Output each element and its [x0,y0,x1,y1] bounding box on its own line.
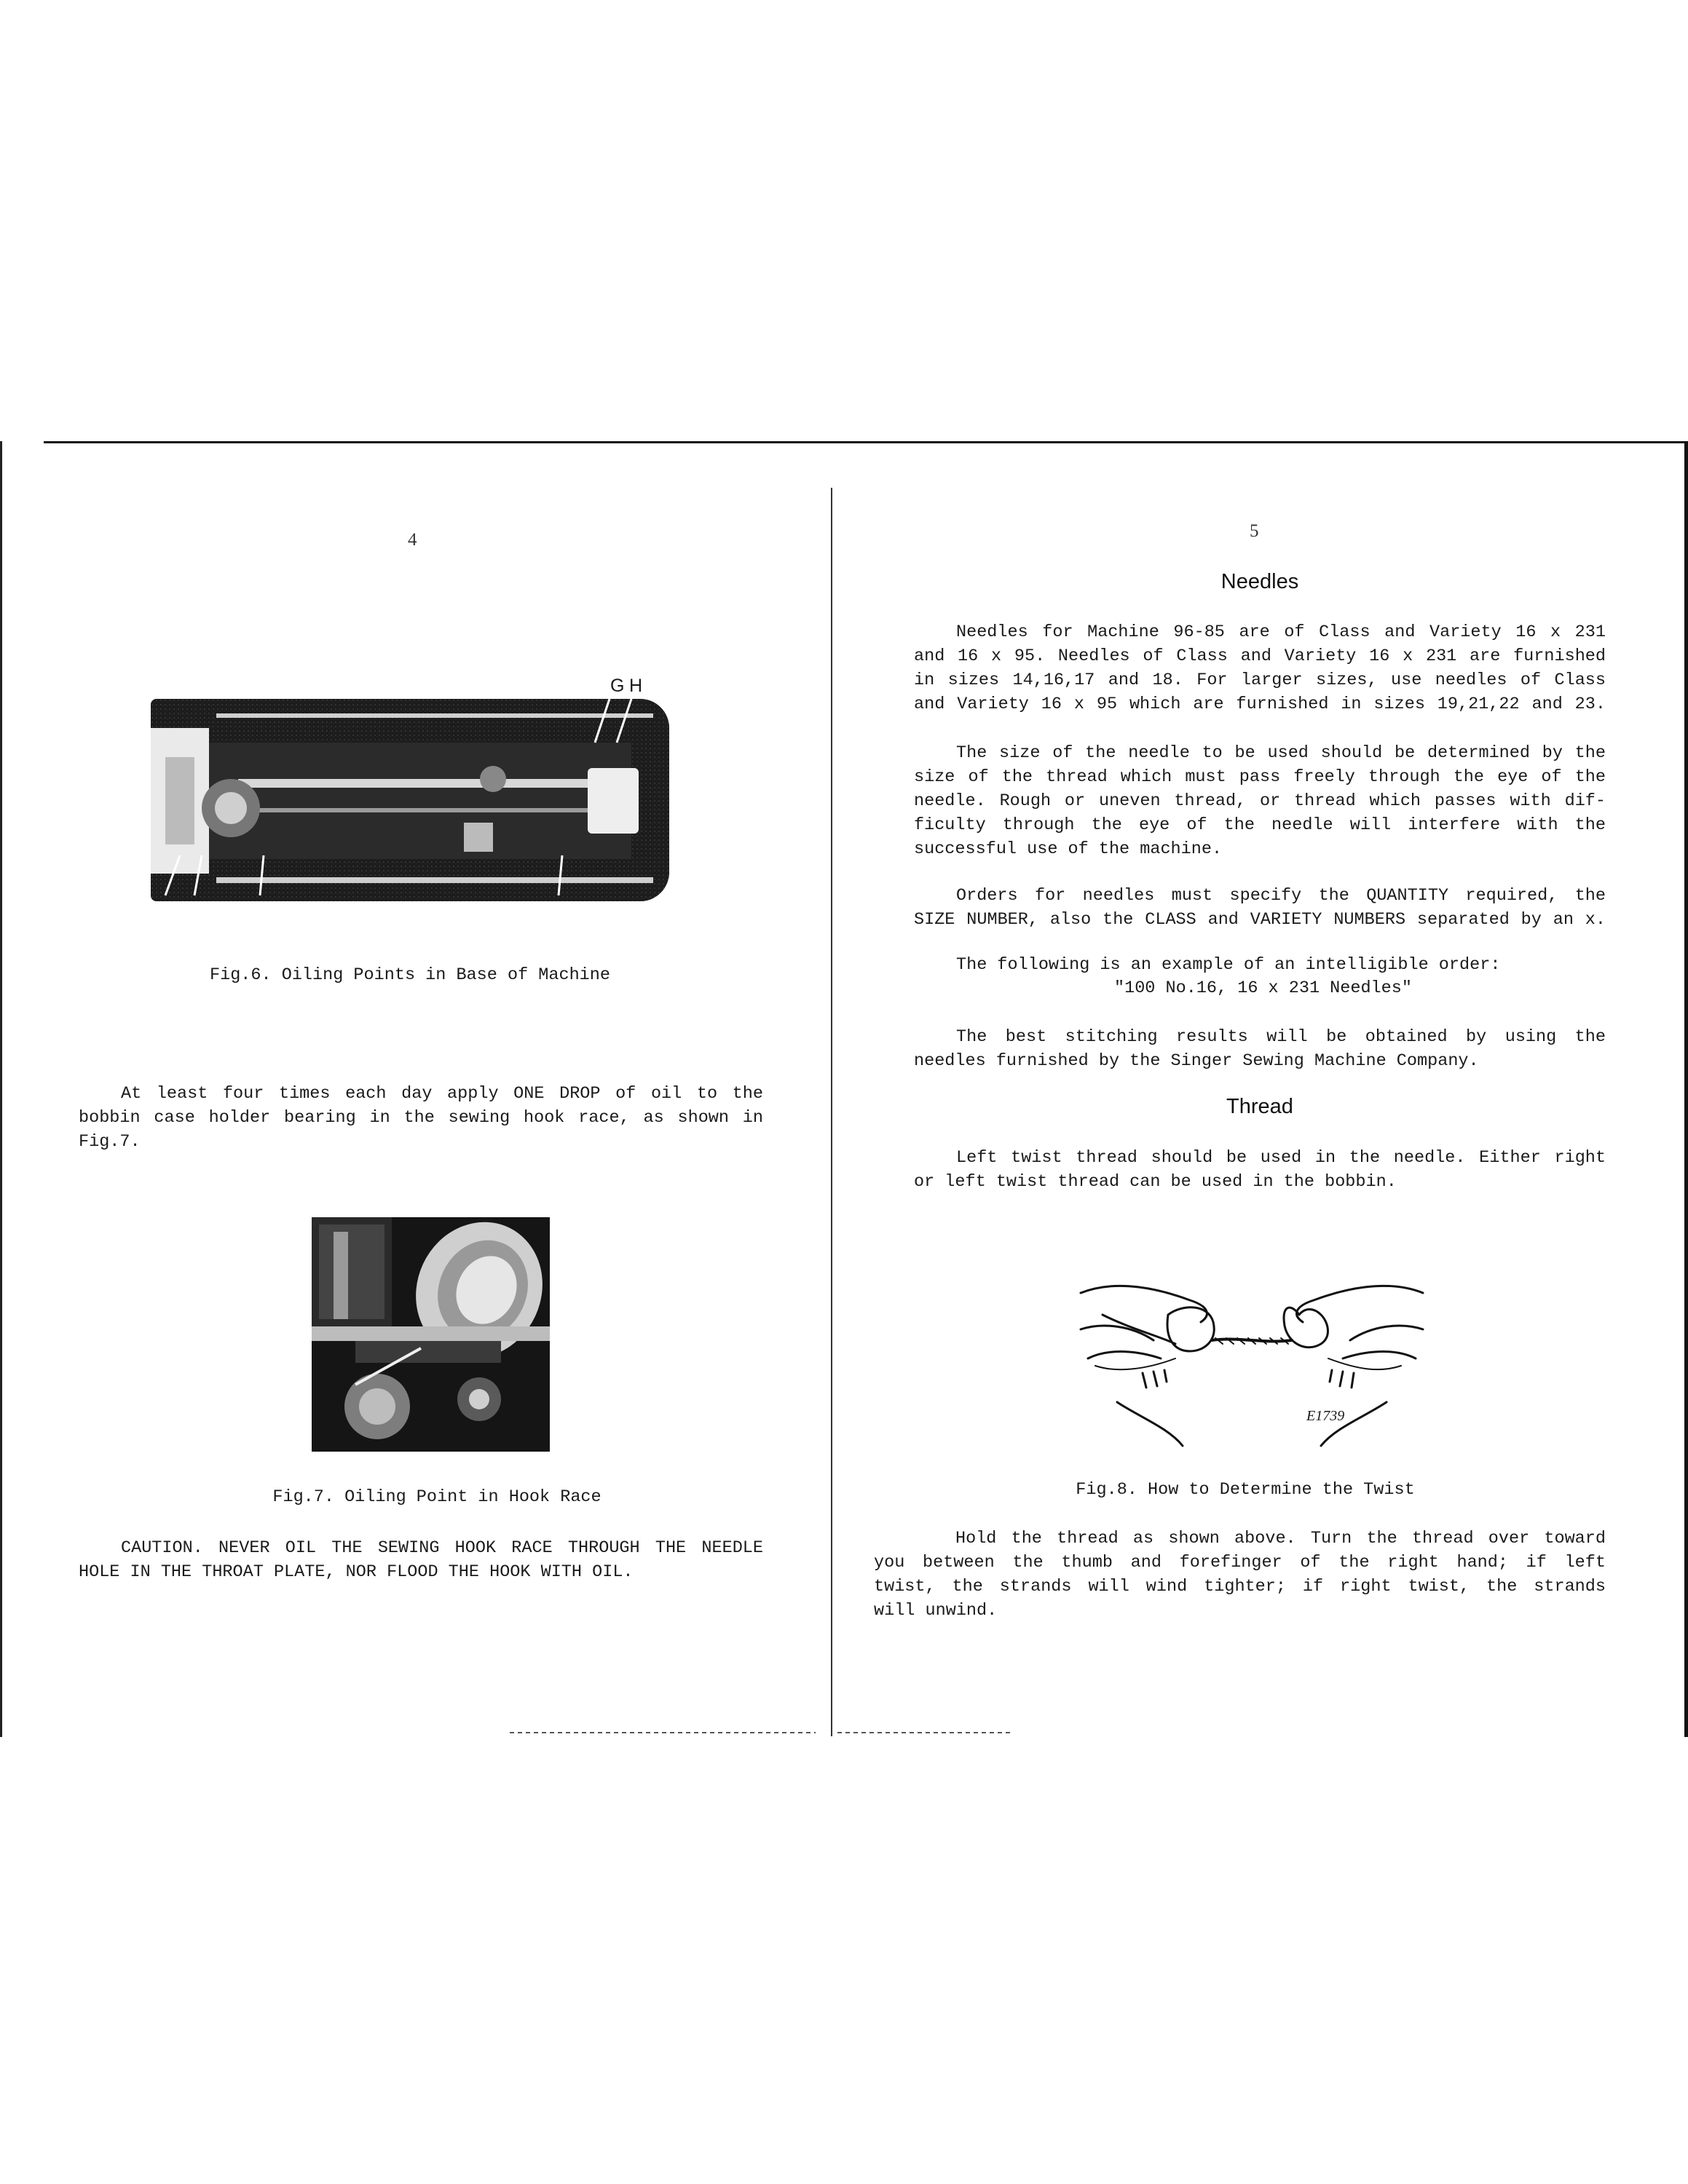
thread-paragraph-2 [874,1527,1606,1623]
needles-heading: Needles [1220,570,1299,593]
spread-top-rule [44,441,1688,443]
paragraph-line: needles furnished by the Singer Sewing Machine Company. [914,1051,1479,1071]
needles-paragraph-2 [914,741,1606,861]
caution-paragraph [79,1536,763,1584]
fig6-label-h: H [629,676,643,696]
paragraph-line: twist, the strands will wind tighter; if right twist, the strands [874,1577,1606,1597]
fig8-caption: Fig.8. How to Determine the Twist [1076,1480,1415,1500]
paragraph-line: and Variety 16 x 95 which are furnished in sizes 19,21,22 and 23. [914,695,1606,714]
paragraph-line: Fig.7. [79,1132,141,1152]
paragraph-line: The size of the needle to be used should be determined by the [956,743,1606,763]
book-spine [831,488,832,1736]
paragraph-line: will unwind. [874,1601,998,1621]
paragraph-line: The best stitching results will be obtained by using the [956,1027,1606,1047]
bottom-edge-left [510,1732,816,1733]
thread-heading: Thread [1226,1095,1293,1118]
bottom-edge-right [837,1732,1012,1733]
order-example-intro: The following is an example of an intelligible order: [956,955,1501,975]
caution-line: HOLE IN THE THROAT PLATE, NOR FLOOD THE HOOK WITH OIL. [79,1562,634,1582]
paragraph-line: or left twist thread can be used in the bobbin. [914,1172,1397,1192]
fig6-caption: Fig.6. Oiling Points in Base of Machine [210,965,610,985]
page-right-edge [1684,441,1688,1737]
order-example: "100 No.16, 16 x 231 Needles" [1114,978,1412,998]
fig6-machine-base-photo [151,699,669,901]
paragraph-line: Needles for Machine 96-85 are of Class and Variety 16 x 231 [956,622,1606,642]
paragraph-line: bobbin case holder bearing in the sewing hook race, as shown in [79,1108,763,1128]
needles-paragraph-3 [914,884,1606,932]
needles-paragraph-1 [914,620,1606,716]
paragraph-line: you between the thumb and forefinger of the right hand; if left [874,1553,1606,1572]
paragraph-line: and 16 x 95. Needles of Class and Variety 16 x 231 are furnished [914,646,1606,666]
fig7-hook-race-photo [312,1217,550,1452]
paragraph-line: in sizes 14,16,17 and 18. For larger sizes, use needles of Class [914,670,1606,690]
paragraph-line: At least four times each day apply ONE DROP of oil to the [121,1084,763,1104]
page-number-right: 5 [1250,521,1259,541]
paragraph-line: Orders for needles must specify the QUANTITY required, the [956,886,1606,906]
page-number-left: 4 [408,530,417,550]
paragraph-line: successful use of the machine. [914,839,1223,859]
oiling-paragraph [79,1082,763,1154]
fig8-code: E1739 [1306,1408,1345,1424]
caution-line: CAUTION. NEVER OIL THE SEWING HOOK RACE THROUGH THE NEEDLE [121,1538,763,1558]
paragraph-line: needle. Rough or uneven thread, or thread which passes with dif- [914,791,1606,811]
paragraph-line: Left twist thread should be used in the needle. Either right [956,1148,1606,1168]
thread-paragraph-1 [914,1146,1606,1194]
paragraph-line: Hold the thread as shown above. Turn the thread over toward [955,1529,1606,1548]
paragraph-line: SIZE NUMBER, also the CLASS and VARIETY NUMBERS separated by an x. [914,910,1606,930]
page-left-edge [0,441,2,1737]
paragraph-line: ficulty through the eye of the needle will interfere with the [914,815,1606,835]
fig7-caption: Fig.7. Oiling Point in Hook Race [272,1487,602,1507]
paragraph-line: size of the thread which must pass freely through the eye of the [914,767,1606,787]
fig8-twist-illustration [1073,1271,1430,1449]
needles-paragraph-4 [914,1025,1606,1073]
fig6-label-g: G [610,676,625,696]
